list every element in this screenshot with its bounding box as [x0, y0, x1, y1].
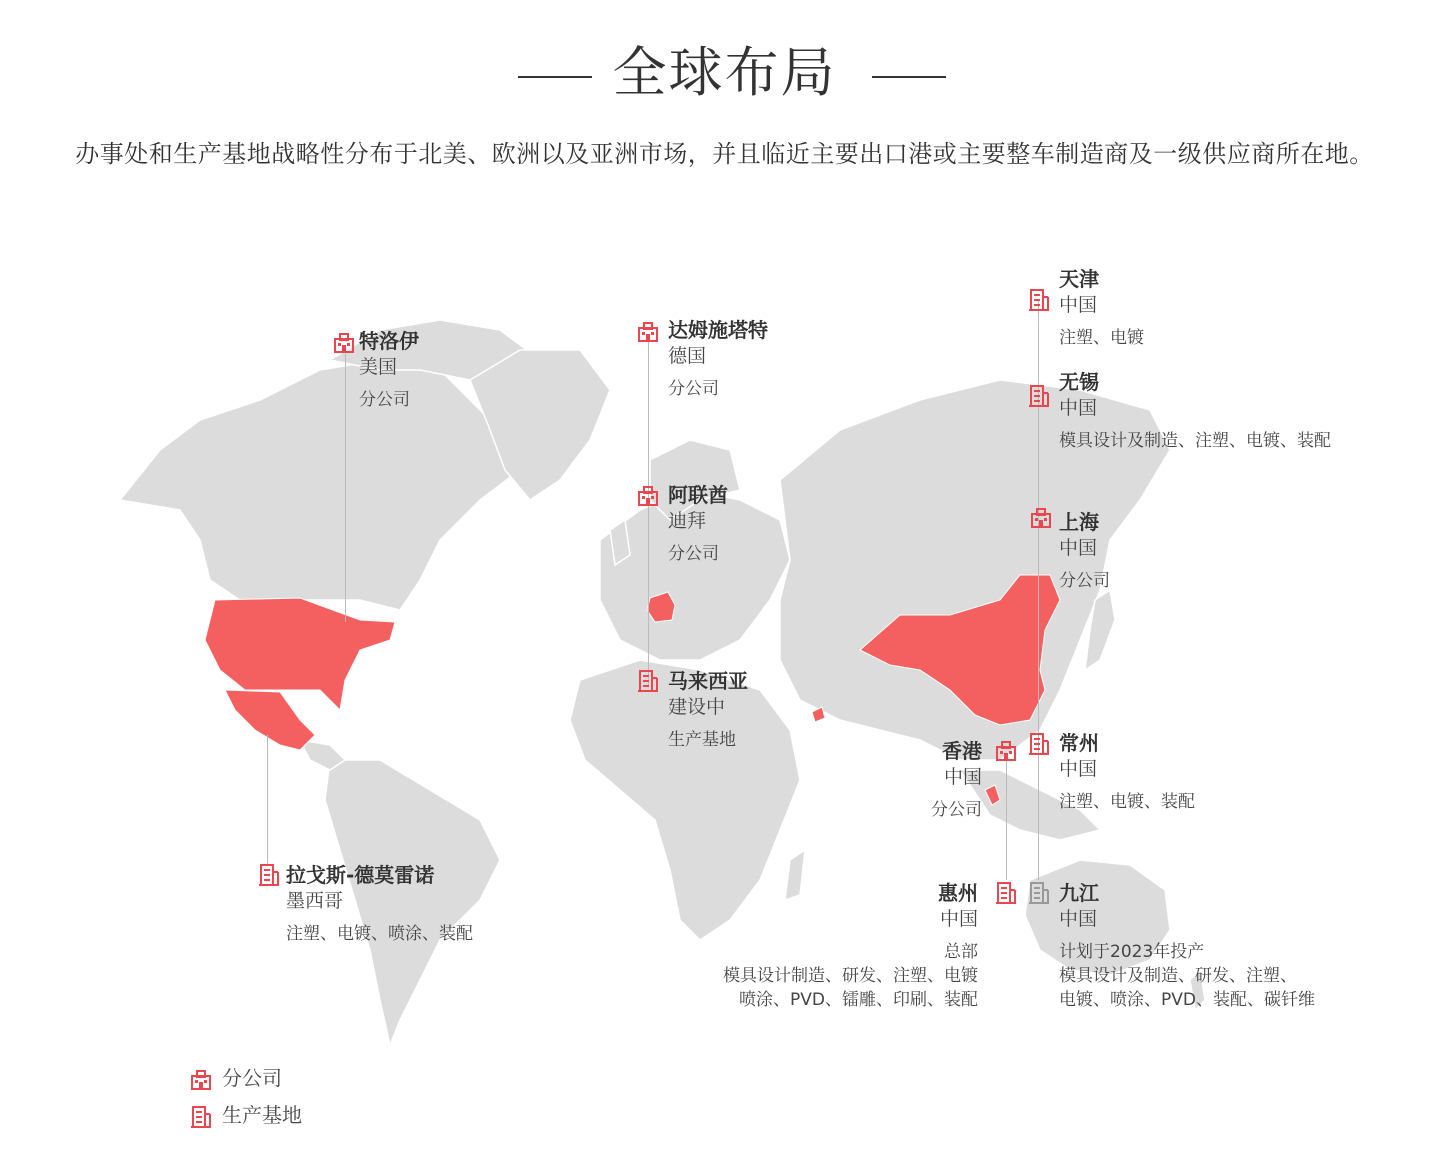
location-name: 香港 — [942, 739, 982, 763]
location-uae[interactable] — [668, 482, 728, 566]
factory-icon — [637, 669, 659, 693]
location-huizhou[interactable] — [680, 880, 978, 1012]
location-name: 拉戈斯-德莫雷诺 — [286, 863, 435, 887]
location-desc: 电镀、喷涂、PVD、装配、碳钎维 — [1059, 990, 1315, 1010]
connector-huizhou — [1006, 755, 1007, 880]
location-country: 中国 — [1059, 397, 1098, 419]
location-type: 分公司 — [931, 800, 982, 820]
location-type: 分公司 — [668, 379, 719, 399]
office-icon — [637, 320, 659, 344]
location-troy[interactable] — [359, 328, 419, 412]
location-desc: 喷涂、PVD、镭雕、印刷、装配 — [739, 990, 978, 1010]
office-icon — [1030, 506, 1052, 530]
office-icon — [333, 331, 355, 355]
land-north-america — [120, 360, 520, 610]
location-jiujiang[interactable] — [1059, 880, 1315, 1012]
office-icon — [190, 1068, 212, 1092]
location-name: 常州 — [1059, 731, 1099, 755]
connector-troy — [345, 354, 346, 622]
location-type: 分公司 — [359, 390, 410, 410]
location-type: 注塑、电镀 — [1059, 328, 1144, 348]
location-tianjin[interactable] — [1059, 266, 1144, 350]
location-name: 马来西亚 — [668, 669, 748, 693]
page-subtitle: 办事处和生产基地战略性分布于北美、欧洲以及亚洲市场，并且临近主要出口港或主要整车制造商及一级供应商所在地。 — [75, 140, 1374, 168]
office-icon — [995, 739, 1017, 763]
location-name: 特洛伊 — [359, 329, 419, 353]
legend-office-label: 分公司 — [222, 1066, 282, 1090]
legend-office — [190, 1064, 282, 1092]
location-type: 注塑、电镀、喷涂、装配 — [286, 924, 473, 944]
location-country: 中国 — [1059, 758, 1098, 780]
factory-icon — [1028, 288, 1050, 312]
location-type: 分公司 — [668, 544, 719, 564]
location-darmstadt[interactable] — [668, 317, 768, 401]
location-country: 中国 — [939, 908, 978, 930]
location-shanghai[interactable] — [1059, 509, 1110, 593]
connector-lagos — [267, 735, 268, 865]
location-name: 无锡 — [1059, 370, 1099, 394]
location-name: 上海 — [1059, 510, 1099, 534]
country-mexico — [225, 690, 315, 750]
location-country: 中国 — [1059, 294, 1098, 316]
page-title: 全球布局 — [612, 41, 837, 104]
factory-icon — [190, 1105, 212, 1129]
location-name: 阿联酋 — [668, 483, 728, 507]
location-name: 达姆施塔特 — [668, 318, 768, 342]
location-country: 中国 — [1059, 908, 1098, 930]
location-name: 天津 — [1059, 267, 1099, 291]
location-type: 总部 — [944, 942, 978, 962]
location-changzhou[interactable] — [1059, 730, 1195, 814]
location-lagos[interactable] — [286, 862, 473, 946]
location-name: 惠州 — [938, 881, 978, 905]
factory-icon — [258, 863, 280, 887]
connector-uae — [648, 505, 649, 685]
location-name: 九江 — [1059, 881, 1099, 905]
location-country: 中国 — [943, 766, 982, 788]
location-country: 墨西哥 — [286, 890, 344, 912]
factory-icon-gray — [1028, 881, 1050, 905]
legend-factory-label: 生产基地 — [222, 1103, 302, 1127]
location-type: 分公司 — [1059, 571, 1110, 591]
location-country: 德国 — [668, 345, 707, 367]
office-icon — [637, 484, 659, 508]
location-country: 中国 — [1059, 537, 1098, 559]
location-country: 美国 — [359, 356, 398, 378]
factory-icon — [1028, 732, 1050, 756]
location-desc: 模具设计及制造、研发、注塑、 — [1059, 966, 1297, 986]
country-uae — [812, 707, 825, 722]
location-type: 模具设计及制造、注塑、电镀、装配 — [1059, 431, 1331, 451]
location-type: 注塑、电镀、装配 — [1059, 792, 1195, 812]
location-wuxi[interactable] — [1059, 369, 1331, 453]
location-malaysia[interactable] — [668, 668, 748, 752]
legend-factory — [190, 1101, 302, 1129]
location-type: 计划于2023年投产 — [1059, 942, 1205, 962]
location-country: 迪拜 — [668, 510, 707, 532]
location-type: 生产基地 — [668, 730, 736, 750]
factory-icon — [995, 881, 1017, 905]
location-desc: 模具设计制造、研发、注塑、电镀 — [723, 966, 978, 986]
location-country: 建设中 — [668, 696, 726, 718]
location-hongkong[interactable] — [900, 738, 982, 822]
factory-icon — [1028, 384, 1050, 408]
